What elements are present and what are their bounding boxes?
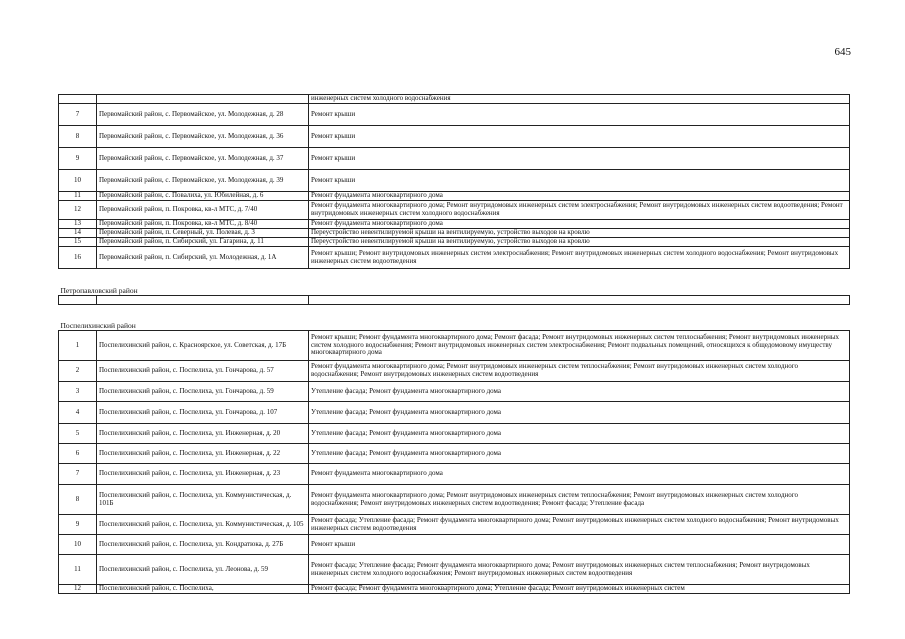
row-number: 13 [59, 220, 97, 229]
table-row [59, 402, 850, 424]
address-cell: Поспелихинский район, с. Поспелиха, ул. Коммунистическая, д. 105 [97, 515, 309, 535]
address-cell: Первомайский район, с. Первомайское, ул. Молодежная, д. 36 [97, 126, 309, 148]
table-row [59, 535, 850, 555]
row-number: 9 [59, 515, 97, 535]
address-cell: Поспелихинский район, с. Поспелиха, [97, 585, 309, 594]
table-row [59, 238, 850, 247]
row-number: 16 [59, 247, 97, 269]
address-cell: Поспелихинский район, с. Поспелиха, ул. Леонова, д. 59 [97, 555, 309, 585]
row-number: 5 [59, 424, 97, 444]
work-cell: Ремонт крыши; Ремонт фундамента многоквартирного дома; Ремонт фасада; Ремонт внутридомовых инженерных систем теплоснабжения; Ремонт внутридомовых инженерных систем холодного водоснабжения; Ремонт внутридомовых инженерных систем электроснабжения; Ремонт подвальных помещений, относящихся к общедомовому имуществу многоквартирного дома [309, 331, 850, 361]
table-row [59, 361, 850, 382]
row-number: 2 [59, 361, 97, 382]
section-title: Поспелихинский район [59, 321, 850, 331]
row-number: 12 [59, 585, 97, 594]
address-cell: Первомайский район, п. Покровка, кв-л МТС, д. 7/40 [97, 201, 309, 220]
address-cell: Поспелихинский район, с. Поспелиха, ул. Инженерная, д. 20 [97, 424, 309, 444]
work-cell: Утепление фасада; Ремонт фундамента многоквартирного дома [309, 424, 850, 444]
table-row [59, 464, 850, 485]
work-cell: Ремонт фундамента многоквартирного дома; Ремонт внутридомовых инженерных систем электроснабжения; Ремонт внутридомовых инженерных систем водоотведения; Ремонт внутридомовых инженерных систем холодного водоснабжения [309, 201, 850, 220]
work-cell: Утепление фасада; Ремонт фундамента многоквартирного дома [309, 402, 850, 424]
work-cell: Утепление фасада; Ремонт фундамента многоквартирного дома [309, 382, 850, 402]
row-number: 14 [59, 229, 97, 238]
work-cell: Ремонт фундамента многоквартирного дома; Ремонт внутридомовых инженерных систем теплоснабжения; Ремонт внутридомовых инженерных систем холодного водоснабжения; Ремонт внутридомовых инженерных систем водоотведения [309, 361, 850, 382]
row-number: 7 [59, 464, 97, 485]
work-cell: Переустройство невентилируемой крыши на вентилируемую, устройство выходов на кровлю [309, 229, 850, 238]
section-title: Петропавловский район [59, 286, 850, 296]
table-row [59, 201, 850, 220]
work-cell: Ремонт крыши [309, 535, 850, 555]
row-number: 4 [59, 402, 97, 424]
address-cell: Поспелихинский район, с. Поспелиха, ул. Коммунистическая, д. 101Б [97, 485, 309, 515]
table-row [59, 585, 850, 594]
row-number: 15 [59, 238, 97, 247]
address-cell: Первомайский район, п. Сибирский, ул. Молодежная, д. 1А [97, 247, 309, 269]
table-row [59, 170, 850, 192]
address-cell: Поспелихинский район, с. Поспелиха, ул. Инженерная, д. 23 [97, 464, 309, 485]
table-row [59, 104, 850, 126]
section-header-row [59, 321, 850, 331]
address-cell: Поспелихинский район, с. Поспелиха, ул. Инженерная, д. 22 [97, 444, 309, 464]
blank-row [59, 296, 850, 305]
table-row [59, 424, 850, 444]
address-cell: Поспелихинский район, с. Поспелиха, ул. Гончарова, д. 57 [97, 361, 309, 382]
section-header-row [59, 286, 850, 296]
address-cell: Первомайский район, п. Северный, ул. Полевая, д. 3 [97, 229, 309, 238]
table-row [59, 555, 850, 585]
work-cell: Ремонт фасада; Утепление фасада; Ремонт фундамента многоквартирного дома; Ремонт внутридомовых инженерных систем теплоснабжения; Ремонт внутридомовых инженерных систем холодного водоснабжения; Ремонт внутридомовых инженерных систем водоотведения [309, 555, 850, 585]
table-row [59, 444, 850, 464]
table-row [59, 229, 850, 238]
table-row [59, 192, 850, 201]
row-number: 10 [59, 535, 97, 555]
row-number: 9 [59, 148, 97, 170]
work-cell: Ремонт фундамента многоквартирного дома [309, 220, 850, 229]
address-cell: Первомайский район, с. Повалиха, ул. Юбилейная, д. 6 [97, 192, 309, 201]
work-cell: Ремонт фасада; Ремонт фундамента многоквартирного дома; Утепление фасада; Ремонт внутридомовых инженерных систем [309, 585, 850, 594]
spacer-row [59, 269, 850, 286]
table-row [59, 126, 850, 148]
table-row [59, 485, 850, 515]
work-cell: Ремонт крыши [309, 126, 850, 148]
continued-row [59, 95, 850, 104]
address-cell: Первомайский район, с. Первомайское, ул. Молодежная, д. 37 [97, 148, 309, 170]
address-cell: Поспелихинский район, с. Поспелиха, ул. Гончарова, д. 59 [97, 382, 309, 402]
row-number: 10 [59, 170, 97, 192]
address-cell: Поспелихинский район, с. Поспелиха, ул. Кондратюка, д. 27Б [97, 535, 309, 555]
work-cell: Ремонт крыши [309, 104, 850, 126]
work-cell: Ремонт фундамента многоквартирного дома [309, 192, 850, 201]
page-number: 645 [834, 46, 851, 58]
address-cell: Поспелихинский район, с. Красноярское, ул. Советская, д. 17Б [97, 331, 309, 361]
work-cell: инженерных систем холодного водоснабжения [309, 95, 850, 104]
work-cell: Ремонт крыши [309, 170, 850, 192]
address-cell: Первомайский район, с. Первомайское, ул. Молодежная, д. 39 [97, 170, 309, 192]
address-cell: Поспелихинский район, с. Поспелиха, ул. Гончарова, д. 107 [97, 402, 309, 424]
table-row [59, 220, 850, 229]
table-row [59, 331, 850, 361]
address-cell: Первомайский район, п. Сибирский, ул. Гагарина, д. 11 [97, 238, 309, 247]
table-row [59, 247, 850, 269]
row-number: 7 [59, 104, 97, 126]
work-cell: Ремонт крыши [309, 148, 850, 170]
row-number: 12 [59, 201, 97, 220]
work-cell: Ремонт крыши; Ремонт внутридомовых инженерных систем электроснабжения; Ремонт внутридомовых инженерных систем холодного водоснабжения; Ремонт внутридомовых инженерных систем водоотведения [309, 247, 850, 269]
row-number: 6 [59, 444, 97, 464]
row-number: 1 [59, 331, 97, 361]
work-cell: Ремонт фасада; Утепление фасада; Ремонт фундамента многоквартирного дома; Ремонт внутридомовых инженерных систем холодного водоснабжения; Ремонт внутридомовых инженерных систем водоотведения [309, 515, 850, 535]
row-number: 8 [59, 485, 97, 515]
table-row [59, 382, 850, 402]
row-number: 11 [59, 555, 97, 585]
row-number: 3 [59, 382, 97, 402]
address-cell: Первомайский район, с. Первомайское, ул. Молодежная, д. 28 [97, 104, 309, 126]
table-row [59, 515, 850, 535]
table-row [59, 148, 850, 170]
work-cell: Переустройство невентилируемой крыши на вентилируемую, устройство выходов на кровлю [309, 238, 850, 247]
work-cell: Утепление фасада; Ремонт фундамента многоквартирного дома [309, 444, 850, 464]
row-number: 11 [59, 192, 97, 201]
address-cell: Первомайский район, п. Покровка, кв-л МТС, д. 8/40 [97, 220, 309, 229]
row-number: 8 [59, 126, 97, 148]
work-cell: Ремонт фундамента многоквартирного дома [309, 464, 850, 485]
spacer-row [59, 305, 850, 321]
repair-register-table [58, 94, 850, 594]
work-cell: Ремонт фундамента многоквартирного дома; Ремонт внутридомовых инженерных систем теплоснабжения; Ремонт внутридомовых инженерных систем холодного водоснабжения; Ремонт внутридомовых инженерных систем водоотведения; Ремонт фасада; Утепление фасада [309, 485, 850, 515]
